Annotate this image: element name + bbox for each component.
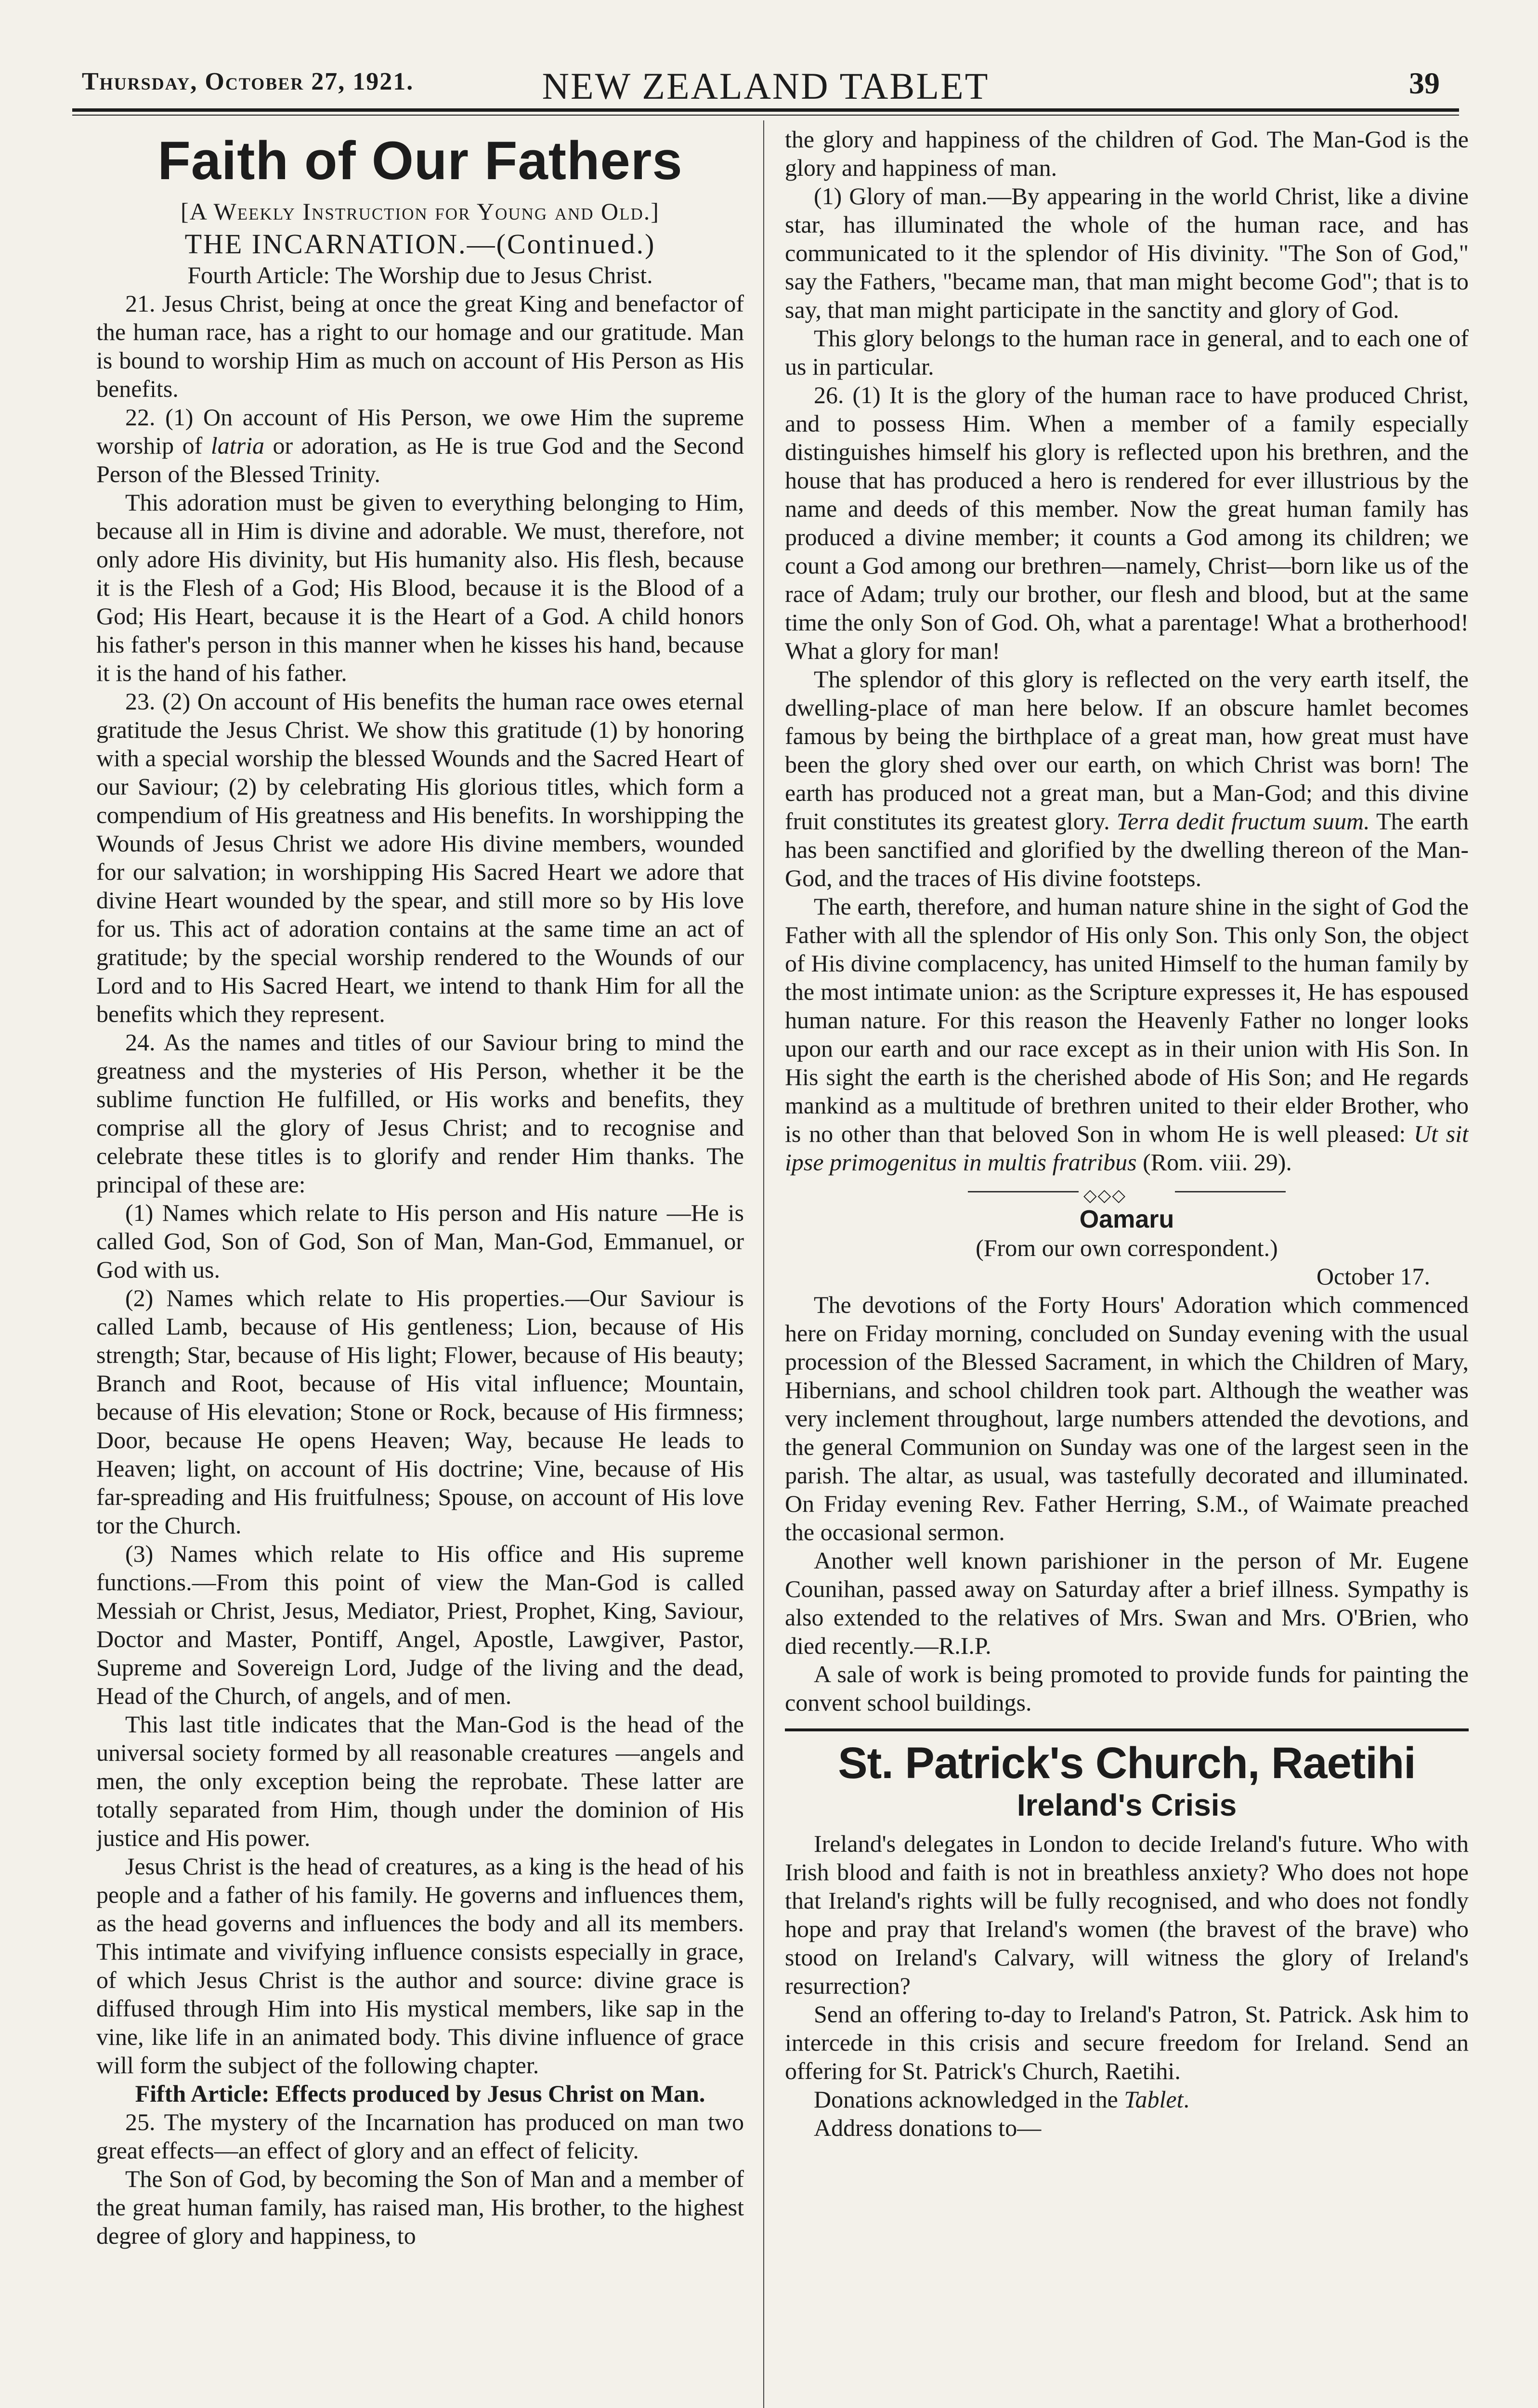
- raetihi-paragraph-4: Address donations to—: [814, 2114, 1042, 2141]
- paragraph-24-names-office: (3) Names which relate to His office and His supreme functions.—From this point of view the Man-God is called Messiah or Christ, Jesus, Mediator, Priest, Prophet, King, Saviour, Doctor and Master, Pontiff, Angel, Apostle, Lawgiver, Pastor, Supreme and Sovereign Lord, Judge of the living and the dead, Head of the Church, of angels, and of men.: [96, 1540, 744, 1709]
- article-heading-five: Fifth Article: Effects produced by Jesus Christ on Man.: [135, 2080, 705, 2107]
- paragraph-22-text-end: or adoration, as He is true God and the Second Person of the Blessed Trinity.: [96, 432, 744, 487]
- raetihi-heading: St. Patrick's Church, Raetihi: [838, 1739, 1416, 1788]
- masthead-rule-thin: [72, 115, 1459, 116]
- publication-title: NEW ZEALAND TABLET: [542, 65, 990, 107]
- feature-title: Faith of Our Fathers: [157, 131, 683, 191]
- paragraph-26: 26. (1) It is the glory of the human race to have produced Christ, and to possess Him. When a member of a family especially distinguishes himself his glory is reflected upon his brethren, and the house that has produced a hero is rendered for ever illustrious by the name and deeds of this member. Now the great human family has produced a divine member; it counts a God among its children; we count a God among our brethren—namely, Christ—born like us of the race of Adam; truly our brother, our flesh and blood, but at the same time the only Son of God. Oh, what a parentage! What a brotherhood! What a glory for man!: [785, 381, 1469, 664]
- paragraph-head-title: This last title indicates that the Man-God is the head of the universal society formed by all reasonable creatures —angels and men, the only exception being the reprobate. These latter are totally separated from Him, though under the dominion of His justice and His power.: [96, 1711, 744, 1851]
- oamaru-date: October 17.: [1316, 1263, 1430, 1290]
- earth-text: The earth, therefore, and human nature shine in the sight of God the Father with all the splendor of His only Son. This only Son, the object of His divine complacency, has united Himself to the human family by the most intimate union: as the Scripture expresses it, He has espoused human nature. For this reason the Heavenly Father no longer looks upon our earth and our race except as in their union with His Son. In His sight the earth is the cherished abode of His Son; and He regards mankind as a multitude of brethren united to their elder Brother, who is no other than that beloved Son in whom He is well pleased:: [785, 893, 1469, 1147]
- separator-line: [1175, 1191, 1286, 1192]
- separator-line: [968, 1191, 1079, 1192]
- oamaru-byline: (From our own correspondent.): [976, 1234, 1278, 1261]
- paragraph-continued: the glory and happiness of the children of God. The Man-God is the glory and happiness of man.: [785, 126, 1469, 181]
- paragraph-24-names-properties: (2) Names which relate to His properties.—Our Saviour is called Lamb, because of His gentleness; Lion, because of His strength; Star, because of His light; Flower, because of His beauty; Branch and Root, because of His vital influence; Mountain, because of His elevation; Stone or Rock, because of His firmness; Door, because He opens Heaven; Way, because He leads to Heaven; light, on account of His doctrine; Vine, because of His far-spreading and His fruitfulness; Spouse, on account of His love tor the Church.: [96, 1284, 744, 1539]
- splendor-text-end: The earth has been sanctified and glorified by the dwelling thereon of the Man-God, and the traces of His divine footsteps.: [785, 808, 1469, 891]
- masthead-rule: [72, 108, 1459, 112]
- notice-rule: [785, 1728, 1469, 1731]
- splendor-text: The splendor of this glory is reflected on the very earth itself, the dwelling-place of man here below. If an obscure hamlet becomes famous by being the birthplace of a great man, how great must have been the glory shed over our earth, on which Christ was born! The earth has produced not a great man, but a Man-God; and this divine fruit constitutes its greatest glory.: [785, 666, 1469, 835]
- feature-subtitle: [96, 197, 744, 226]
- latin-quote: Terra dedit fructum suum.: [1116, 808, 1370, 835]
- raetihi-paragraph-1: Ireland's delegates in London to decide Ireland's future. Who with Irish blood and faith is not in breathless anxiety? Who does not hope that Ireland's rights will be fully recognised, and who does not fondly hope and pray that Ireland's women (the bravest of the brave) who stood on Ireland's Calvary, will witness the glory of Ireland's resurrection?: [785, 1830, 1469, 1999]
- paragraph-head-creatures: Jesus Christ is the head of creatures, as a king is the head of his people and a father of his family. He governs and influences them, as the head governs and influences the body and all its members. This intimate and vivifying influence consists especially in grace, of which Jesus Christ is the author and source: divine grace is diffused through Him into His mystical members, like sap in the vine, like life in an animated body. This divine influence of grace will form the subject of the following chapter.: [96, 1853, 744, 2079]
- paragraph-23: 23. (2) On account of His benefits the human race owes eternal gratitude the Jesus Christ. We show this gratitude (1) by honoring with a special worship the blessed Wounds and the Sacred Heart of our Saviour; (2) by celebrating His glorious titles, which form a compendium of His greatness and His benefits. In worshipping the Wounds of Jesus Christ we adore His divine members, wounded for our salvation; in worshipping His Sacred Heart we adore that divine Heart wounded by the spear, and still more so by His love for us. This act of adoration contains at the same time an act of gratitude; by the special worship rendered to the Wounds of our Lord and to His Sacred Heart, we intend to thank Him for all the benefits which they represent.: [96, 688, 744, 1027]
- paragraph-22-text: 22. (1) On account of His Person, we owe Him the supreme worship of: [96, 404, 744, 459]
- oamaru-paragraph-3: A sale of work is being promoted to provide funds for painting the convent school buildings.: [785, 1661, 1469, 1716]
- raetihi-paragraph-2: Send an offering to-day to Ireland's Patron, St. Patrick. Ask him to intercede in this crisis and secure freedom for Ireland. Send an offering for St. Patrick's Church, Raetihi.: [785, 2001, 1469, 2084]
- paragraph-24-names-person: (1) Names which relate to His person and His nature —He is called God, Son of God, Son of Man, Man-God, Emmanuel, or God with us.: [96, 1199, 744, 1283]
- subtitle-close: ]: [651, 198, 660, 225]
- paragraph-splendor: [785, 665, 1469, 892]
- oamaru-paragraph-1: The devotions of the Forty Hours' Adoration which commenced here on Friday morning, concluded on Sunday evening with the usual procession of the Blessed Sacrament, in which the Children of Mary, Hibernians, and school children took part. Although the weather was very inclement throughout, large numbers attended the devotions, and the general Communion on Sunday was one of the largest seen in the parish. The altar, as usual, was tastefully decorated and illuminated. On Friday evening Rev. Father Herring, S.M., of Waimate preached the occasional sermon.: [785, 1291, 1469, 1545]
- subtitle-open: [A: [181, 198, 214, 225]
- page-number: 39: [1409, 66, 1440, 100]
- earth-text-end: (Rom. viii. 29).: [1136, 1149, 1292, 1176]
- paragraph-earth: [785, 892, 1469, 1177]
- masthead: [72, 58, 1459, 111]
- column-divider: [763, 120, 764, 2408]
- paragraph-24: 24. As the names and titles of our Saviour bring to mind the greatness and the mysteries of His Person, whether it be the sublime function He fulfilled, or His works and benefits, they comprise all the glory of Jesus Christ; and to recognise and celebrate these titles is to glorify and render Him thanks. The principal of these are:: [96, 1029, 744, 1198]
- tablet-title: Tablet: [1124, 2086, 1184, 2113]
- raetihi-paragraph-3: [785, 2085, 1469, 2114]
- left-column: [96, 125, 744, 2408]
- subtitle-text: Weekly Instruction for Young and Old.: [213, 198, 651, 225]
- oamaru-paragraph-2: Another well known parishioner in the person of Mr. Eugene Counihan, passed away on Saturday after a brief illness. Sympathy is also extended to the relatives of Mrs. Swan and Mrs. O'Brien, who died recently.—R.I.P.: [785, 1547, 1469, 1659]
- raetihi-subheading: Ireland's Crisis: [1017, 1788, 1237, 1822]
- latin-quote-romans: Ut sit ipse primogenitus in multis fratribus: [785, 1120, 1469, 1176]
- paragraph-22: [96, 403, 744, 488]
- right-column: [785, 125, 1469, 2408]
- article-heading: Fourth Article: The Worship due to Jesus Christ.: [187, 262, 653, 288]
- paragraph-21: 21. Jesus Christ, being at once the great King and benefactor of the human race, has a right to our homage and our gratitude. Man is bound to worship Him as much on account of His Person as His benefits.: [96, 290, 744, 402]
- separator-ornament-icon: ◇◇◇: [1083, 1186, 1127, 1205]
- section-heading: THE INCARNATION.—(Continued.): [184, 228, 656, 260]
- donations-text-end: .: [1183, 2086, 1189, 2113]
- oamaru-heading: Oamaru: [1079, 1205, 1174, 1233]
- paragraph-son-of-god: The Son of God, by becoming the Son of Man and a member of the great human family, has raised man, His brother, to the highest degree of glory and happiness, to: [96, 2165, 744, 2249]
- section-separator: [785, 1181, 1469, 1205]
- paragraph-glory-belongs: This glory belongs to the human race in general, and to each one of us in particular.: [785, 325, 1469, 380]
- paragraph-25: 25. The mystery of the Incarnation has produced on man two great effects—an effect of glory and an effect of felicity.: [96, 2108, 744, 2164]
- paragraph-glory-of-man: (1) Glory of man.—By appearing in the world Christ, like a divine star, has illuminated the whole of the human race, and has communicated to it the splendor of His divinity. "The Son of God," say the Fathers, "became man, that man might become God"; that is to say, that man might participate in the sanctity and glory of God.: [785, 183, 1469, 323]
- latria-term: latria: [210, 432, 264, 459]
- donations-text: Donations acknowledged in the: [814, 2086, 1124, 2113]
- paragraph-adoration: This adoration must be given to everything belonging to Him, because all in Him is divine and adorable. We must, therefore, not only adore His divinity, but His humanity also. His flesh, because it is the Flesh of a God; His Blood, because it is the Blood of a God; His Heart, because it is the Heart of a God. A child honors his father's person in this manner when he kisses his hand, because it is the hand of his father.: [96, 489, 744, 686]
- issue-date: Thursday, October 27, 1921.: [82, 68, 414, 95]
